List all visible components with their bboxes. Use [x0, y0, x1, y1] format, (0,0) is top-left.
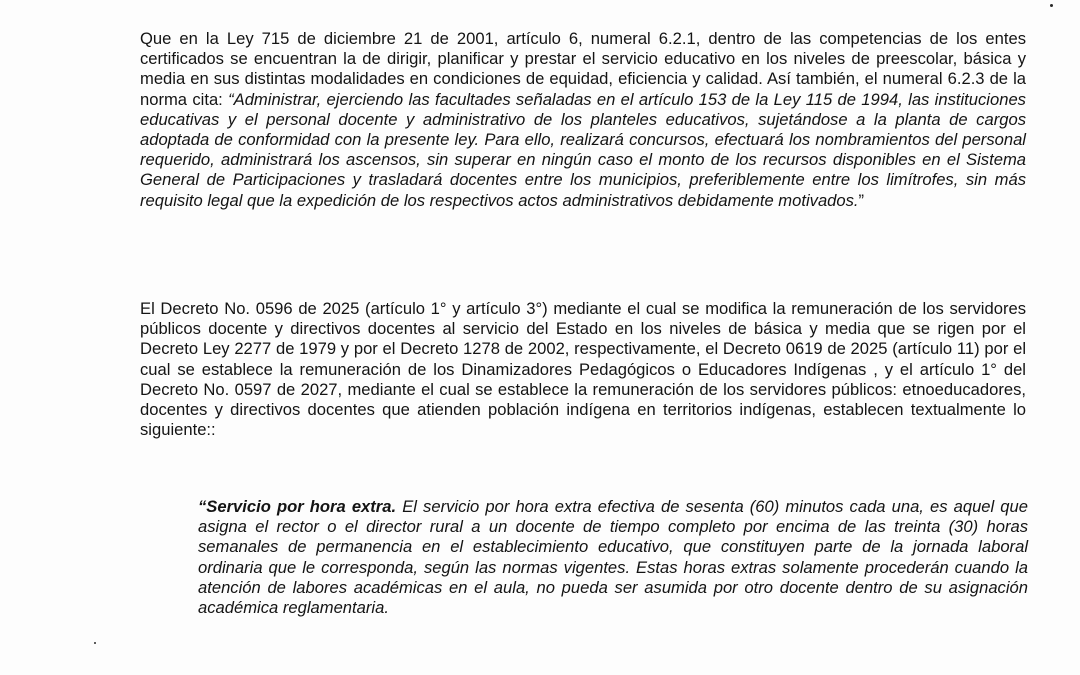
scan-speck — [1050, 4, 1053, 7]
quote-servicio-hora-extra — [198, 497, 1028, 618]
paragraph-ley-715-lead: Que en la Ley 715 de diciembre 21 de 2001, artículo 6, numeral 6.2.1, dentro de las competencias de los entes certificados se encuentran la de dirigir, planificar y prestar el servicio educativo en los niveles de preescolar, básica y media en sus distintas modalidades en condiciones de equidad, eficiencia y calidad. Así también, el numeral 6.2.3 de la norma cita: — [140, 29, 1026, 109]
paragraph-ley-715-quote: “Administrar, ejerciendo las facultades señaladas en el artículo 153 de la Ley 115 de 1994, las instituciones educativas y el personal docente y administrativo de los planteles educativos, sujetándose a la planta de cargos adoptada de conformidad con la presente ley. Para ello, realizará concursos, efectuará los nombramientos del personal requerido, administrará los ascensos, sin superar en ningún caso el monto de los recursos disponibles en el Sistema General de Participaciones y trasladará docentes entre los municipios, preferiblemente entre los limítrofes, sin más requisito legal que la expedición de los respectivos actos administrativos debidamente motivados. — [140, 89, 1026, 210]
paragraph-decreto-0596: El Decreto No. 0596 de 2025 (artículo 1° y artículo 3°) mediante el cual se modifica la remuneración de los servidores públicos docente y directivos docentes al servicio del Estado en los niveles de básica y media que se rigen por el Decreto Ley 2277 de 1979 y por el Decreto 1278 de 2002, respectivamente, el Decreto 0619 de 2025 (artículo 11) por el cual se establece la remuneración de los Dinamizadores Pedagógicos o Educadores Indígenas , y el artículo 1° del Decreto No. 0597 de 2027, mediante el cual se establece la remuneración de los servidores públicos: etnoeducadores, docentes y directivos docentes que atienden población indígena en territorios indígenas, establecen textualmente lo siguiente:: — [140, 299, 1026, 440]
quote-servicio-hora-extra-body: El servicio por hora extra efectiva de sesenta (60) minutos cada una, es aquel que asigna el rector o el director rural a un docente de tiempo completo por encima de las treinta (30) horas semanales de permanencia en el establecimiento educativo, que constituyen parte de la jornada laboral ordinaria que le corresponda, según las normas vigentes. Estas horas extras solamente procederán cuando la atención de labores académicas en el aula, no pueda ser asumida por otro docente dentro de su asignación académica reglamentaria. — [198, 497, 1028, 618]
next-paragraph-fragment — [198, 668, 1028, 675]
paragraph-ley-715 — [140, 29, 1026, 211]
scan-speck — [94, 642, 96, 644]
paragraph-ley-715-closing-quote: ” — [858, 190, 865, 210]
page-header-fragment — [450, 0, 680, 2]
quote-servicio-hora-extra-heading: “Servicio por hora extra. — [198, 497, 397, 516]
